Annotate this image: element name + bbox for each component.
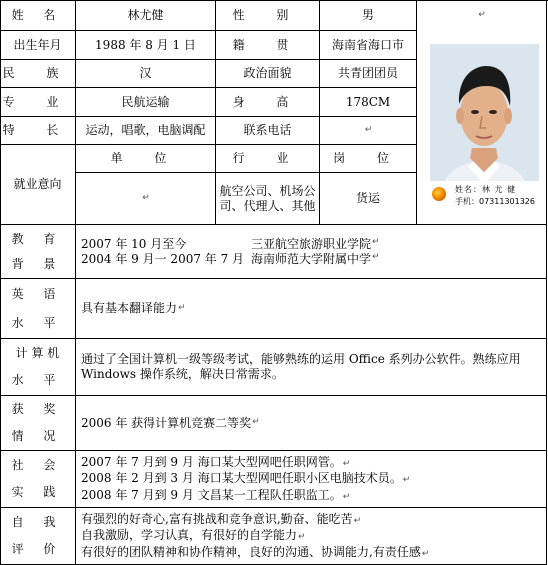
unit-value-cell: ↵	[76, 173, 216, 225]
height-value-cell	[320, 88, 417, 117]
award-label-2: 情 况	[11, 429, 64, 443]
self-line-3: 有很好的团队精神和协作精神，良好的沟通、协调能力,有责任感	[81, 544, 421, 559]
intent-label-cell	[0, 145, 76, 225]
practice-value-cell: 2007 年 7 月到 9 月 海口某大型网吧任职网管。↵ 2008 年 2 月到 3 月 海口某大型网吧任职小区电脑技术员。↵ 2008 年 7 月到 9 月 文昌某一工程队任职监工。↵	[76, 451, 547, 508]
english-label-1: 英 语	[11, 286, 64, 301]
gender-value-cell	[320, 0, 417, 31]
edu-label-cell	[0, 225, 76, 279]
political-value-cell	[320, 60, 417, 88]
photo-cell: ↵	[417, 0, 547, 225]
edu-label-2: 背 景	[11, 256, 64, 271]
logo-icon	[432, 187, 446, 201]
self-label-cell	[0, 508, 76, 565]
photo-caption-phone: 手机：07311301326	[455, 197, 535, 206]
name-label: 姓 名	[11, 7, 64, 22]
self-line-2: 自我激励，学习认真，有很好的自学能力	[81, 528, 298, 543]
award-value: 2006 年 获得计算机竞赛二等奖	[81, 415, 252, 430]
position-value: 货运	[355, 191, 380, 205]
industry-value: 航空公司、机场公司、代理人、其他	[219, 183, 316, 213]
edu-label-1: 教 育	[11, 231, 64, 246]
name-label-cell	[0, 0, 76, 31]
position-value-cell	[320, 173, 417, 225]
award-label-cell	[0, 396, 76, 451]
edu-value-cell: 2007 年 10 月至今 三亚航空旅游职业学院 ↵ 2004 年 9 月一 2007 年 7 月 海南师范大学附属中学 ↵	[76, 225, 547, 279]
phone-label-cell	[216, 117, 320, 145]
hometown-value-cell	[320, 31, 417, 60]
major-value-cell	[76, 88, 216, 117]
self-line-1: 有强烈的好奇心,富有挑战和竞争意识,勤奋、能吃苦	[81, 512, 353, 527]
major-value: 民航运输	[121, 94, 170, 109]
unit-label-cell	[76, 145, 216, 173]
industry-label-cell	[216, 145, 320, 173]
hometown-value: 海南省海口市	[331, 37, 404, 52]
computer-label-cell	[0, 339, 76, 396]
political-label: 政治面貌	[243, 66, 292, 80]
name-value-cell	[76, 0, 216, 31]
edu-period-2: 2004 年 9 月一 2007 年 7 月	[81, 251, 245, 266]
specialty-label: 特 长	[2, 123, 73, 137]
intent-label: 就业意向	[13, 177, 62, 191]
computer-value-cell	[76, 339, 547, 396]
name-value: 林尤健	[127, 7, 164, 22]
computer-value: 通过了全国计算机一级等级考试，能够熟练的运用 Office 系列办公软件。熟练应用 Windows 操作系统，解决日常需求。	[81, 352, 521, 381]
self-label-2: 评 价	[11, 542, 64, 556]
birth-label-cell	[0, 31, 76, 60]
height-label-cell	[216, 88, 320, 117]
edu-school-1: 三亚航空旅游职业学院	[251, 236, 372, 251]
height-label: 身 高	[232, 94, 303, 109]
english-value-cell: 具有基本翻译能力 ↵	[76, 279, 547, 339]
photo-caption-name: 姓名：林 尤 健	[455, 185, 517, 194]
major-label-cell	[0, 88, 76, 117]
edu-period-1: 2007 年 10 月至今	[81, 236, 187, 251]
self-label-1: 自 我	[11, 515, 64, 529]
phone-value-cell: ↵	[320, 117, 417, 145]
hometown-label: 籍 贯	[232, 37, 303, 52]
award-label-1: 获 奖	[11, 402, 64, 416]
english-label-cell	[0, 279, 76, 339]
practice-line-2: 2008 年 2 月到 3 月 海口某大型网吧任职小区电脑技术员。	[81, 471, 402, 486]
self-value-cell: 有强烈的好奇心,富有挑战和竞争意识,勤奋、能吃苦↵ 自我激励，学习认真，有很好的自学能力↵ 有很好的团队精神和协作精神，良好的沟通、协调能力,有责任感↵	[76, 508, 547, 565]
practice-line-1: 2007 年 7 月到 9 月 海口某大型网吧任职网管。	[81, 455, 342, 470]
specialty-label-cell	[0, 117, 76, 145]
practice-label-2: 实 践	[11, 485, 64, 499]
industry-value-cell	[216, 173, 320, 225]
political-value: 共青团团员	[337, 66, 398, 80]
birth-value-cell	[76, 31, 216, 60]
height-value: 178CM	[345, 94, 391, 109]
practice-label-1: 社 会	[11, 458, 64, 472]
ethnicity-value-cell	[76, 60, 216, 88]
practice-label-cell	[0, 451, 76, 508]
unit-label: 单 位	[110, 151, 181, 165]
position-label: 岗 位	[333, 151, 403, 165]
gender-value: 男	[361, 7, 374, 22]
major-label: 专 业	[2, 94, 73, 109]
ethnicity-label-cell	[0, 60, 76, 88]
phone-label: 联系电话	[243, 123, 292, 137]
specialty-value: 运动，唱歌，电脑调配	[85, 123, 206, 137]
specialty-value-cell	[76, 117, 216, 145]
practice-line-3: 2008 年 7 月到 9 月 文昌某一工程队任职监工。	[81, 487, 342, 502]
computer-label-1: 计 算 机	[15, 346, 60, 360]
computer-label-2: 水 平	[11, 373, 64, 387]
political-label-cell	[216, 60, 320, 88]
birth-label: 出生年月	[13, 37, 62, 52]
birth-value: 1988 年 8 月 1 日	[95, 37, 196, 52]
award-value-cell: 2006 年 获得计算机竞赛二等奖 ↵	[76, 396, 547, 451]
ethnicity-label: 民 族	[2, 66, 73, 80]
english-value: 具有基本翻译能力	[81, 301, 178, 315]
industry-label: 行 业	[232, 151, 303, 165]
edu-school-2: 海南师范大学附属中学	[251, 251, 372, 266]
gender-label-cell	[216, 0, 320, 31]
ethnicity-value: 汉	[139, 66, 152, 80]
gender-label: 性 别	[232, 7, 303, 22]
hometown-label-cell	[216, 31, 320, 60]
english-label-2: 水 平	[11, 315, 64, 330]
position-label-cell	[320, 145, 417, 173]
